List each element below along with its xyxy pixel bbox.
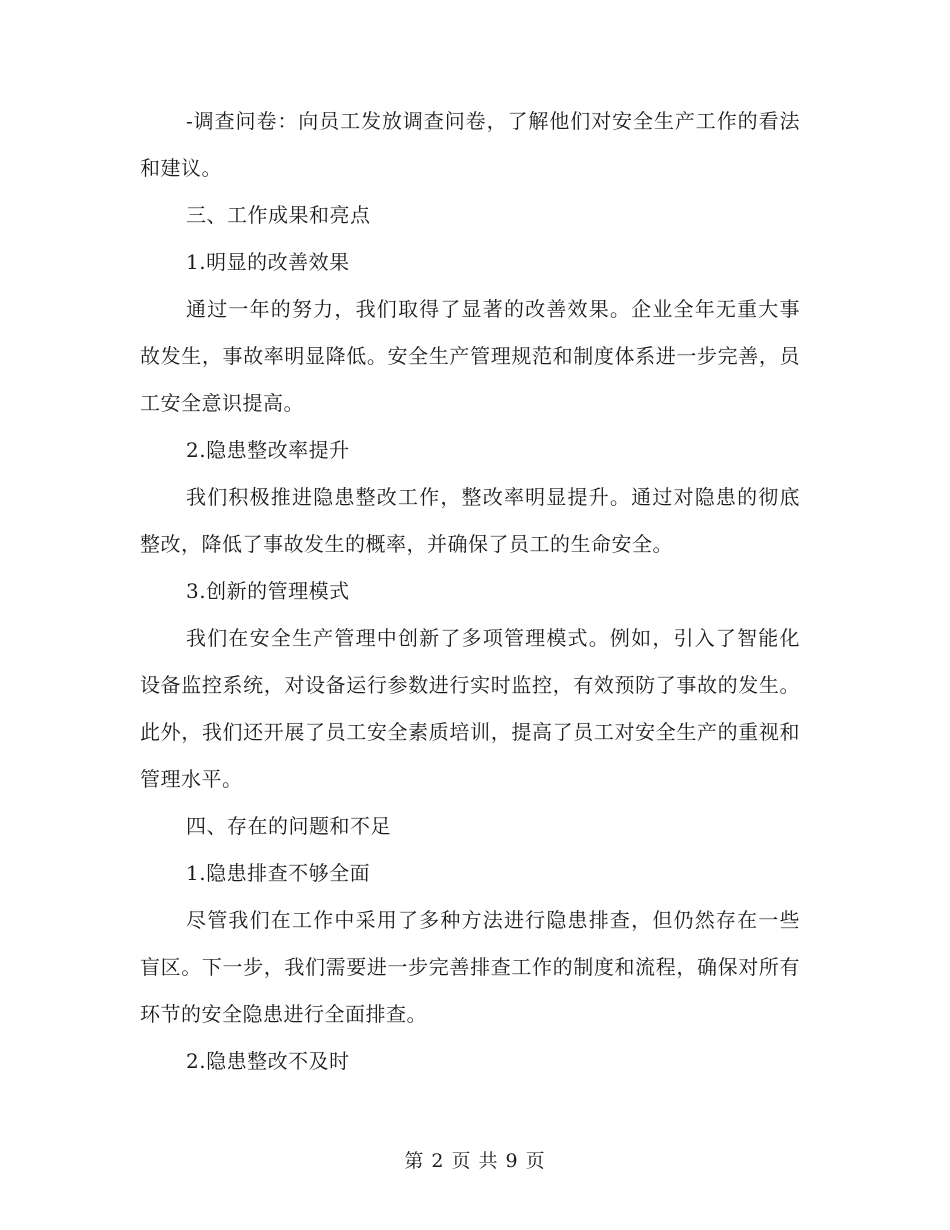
subheading-rectification-rate: 2.隐患整改率提升 bbox=[186, 438, 350, 462]
subheading-improvement: 1.明显的改善效果 bbox=[186, 250, 350, 274]
subheading-management-model: 3.创新的管理模式 bbox=[186, 579, 350, 603]
subheading-rectification-delay: 2.隐患整改不及时 bbox=[186, 1049, 350, 1073]
subheading-inspection: 1.隐患排查不够全面 bbox=[186, 861, 371, 885]
section-heading-results: 三、工作成果和亮点 bbox=[186, 203, 371, 227]
page-footer: 第 2 页 共 9 页 bbox=[404, 1150, 546, 1172]
section-heading-problems: 四、存在的问题和不足 bbox=[186, 814, 391, 838]
document-body bbox=[140, 98, 800, 1085]
paragraph-improvement: 通过一年的努力，我们取得了显著的改善效果。企业全年无重大事故发生，事故率明显降低。安全生产管理规范和制度体系进一步完善，员工安全意识提高。 bbox=[140, 297, 800, 415]
paragraph-inspection: 尽管我们在工作中采用了多种方法进行隐患排查，但仍然存在一些盲区。下一步，我们需要进一步完善排查工作的制度和流程，确保对所有环节的安全隐患进行全面排查。 bbox=[140, 908, 800, 1026]
paragraph-rectification-rate: 我们积极推进隐患整改工作，整改率明显提升。通过对隐患的彻底整改，降低了事故发生的概率，并确保了员工的生命安全。 bbox=[140, 485, 800, 556]
paragraph-survey: -调查问卷：向员工发放调查问卷，了解他们对安全生产工作的看法和建议。 bbox=[140, 109, 800, 180]
paragraph-management-model: 我们在安全生产管理中创新了多项管理模式。例如，引入了智能化设备监控系统，对设备运行参数进行实时监控，有效预防了事故的发生。此外，我们还开展了员工安全素质培训，提高了员工对安全生产的重视和管理水平。 bbox=[140, 626, 800, 791]
